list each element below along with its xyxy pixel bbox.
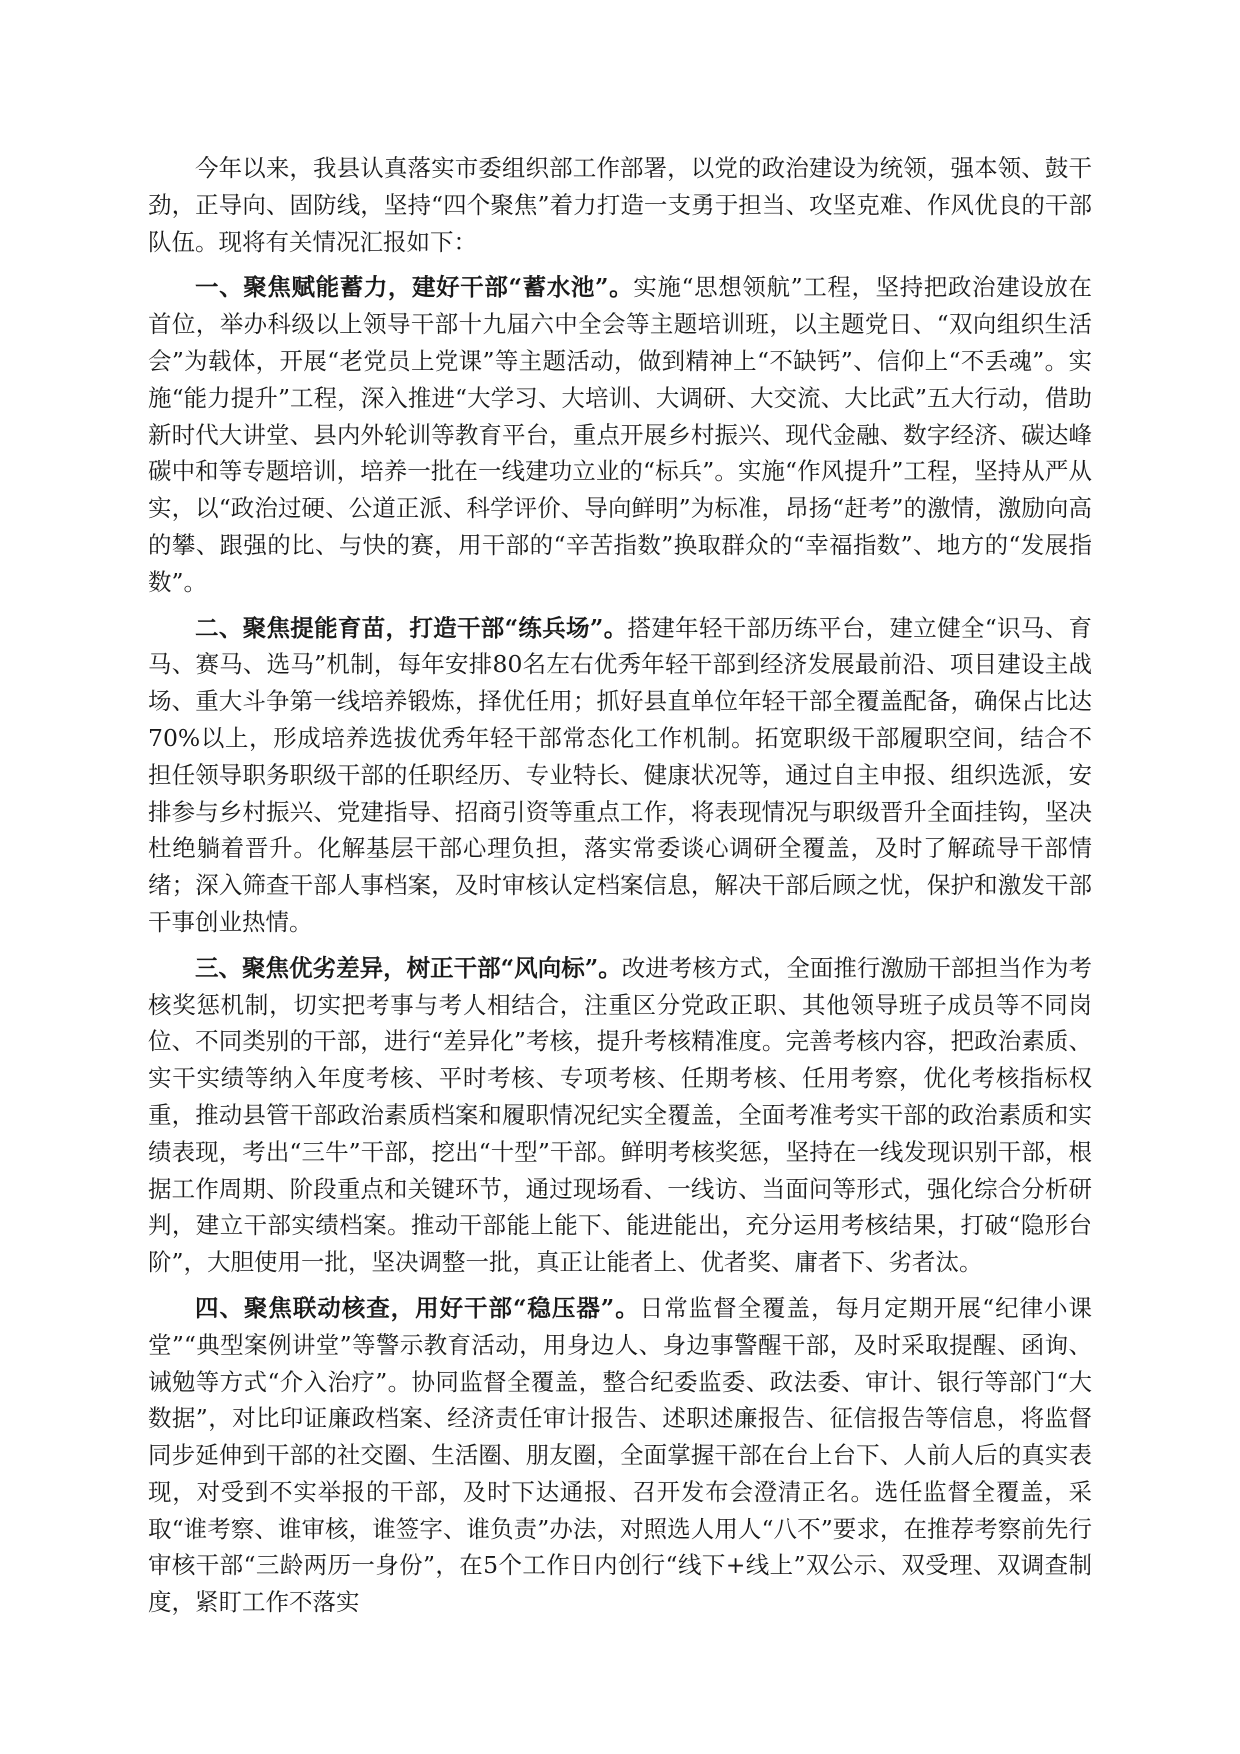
section-3: [148, 950, 1092, 1281]
section-3-heading: 三、聚焦优劣差异，树正干部“风向标”。: [195, 953, 622, 982]
document-page: [148, 150, 1092, 1630]
section-2-body: 搭建年轻干部历练平台，建立健全“识马、育马、赛马、选马”机制，每年安排80名左右优秀年轻干部到经济发展最前沿、项目建设主战场、重大斗争第一线培养锻炼，择优任用；抓好县直单位年轻干部全覆盖配备，确保占比达70%以上，形成培养选拔优秀年轻干部常态化工作机制。拓宽职级干部履职空间，结合不担任领导职务职级干部的任职经历、专业特长、健康状况等，通过自主申报、组织选派，安排参与乡村振兴、党建指导、招商引资等重点工作，将表现情况与职级晋升全面挂钩，坚决杜绝躺着晋升。化解基层干部心理负担，落实常委谈心调研全覆盖，及时了解疏导干部情绪；深入筛查干部人事档案，及时审核认定档案信息，解决干部后顾之忧，保护和激发干部干事创业热情。: [148, 613, 1092, 936]
section-4-body: 日常监督全覆盖，每月定期开展“纪律小课堂”“典型案例讲堂”等警示教育活动，用身边人、身边事警醒干部，及时采取提醒、函询、诫勉等方式“介入治疗”。协同监督全覆盖，整合纪委监委、政法委、审计、银行等部门“大数据”，对比印证廉政档案、经济责任审计报告、述职述廉报告、征信报告等信息，将监督同步延伸到干部的社交圈、生活圈、朋友圈，全面掌握干部在台上台下、人前人后的真实表现，对受到不实举报的干部，及时下达通报、召开发布会澄清正名。选任监督全覆盖，采取“谁考察、谁审核，谁签字、谁负责”办法，对照选人用人“八不”要求，在推荐考察前先行审核干部“三龄两历一身份”，在5个工作日内创行“线下+线上”双公示、双受理、双调查制度，紧盯工作不落实: [148, 1293, 1092, 1617]
section-1: [148, 269, 1092, 600]
section-2-heading: 二、聚焦提能育苗，打造干部“练兵场”。: [195, 613, 628, 642]
section-1-body: 实施“思想领航”工程，坚持把政治建设放在首位，举办科级以上领导干部十九届六中全会等主题培训班，以主题党日、“双向组织生活会”为载体，开展“老党员上党课”等主题活动，做到精神上“不缺钙”、信仰上“不丢魂”。实施“能力提升”工程，深入推进“大学习、大培训、大调研、大交流、大比武”五大行动，借助新时代大讲堂、县内外轮训等教育平台，重点开展乡村振兴、现代金融、数字经济、碳达峰碳中和等专题培训，培养一批在一线建功立业的“标兵”。实施“作风提升”工程，坚持从严从实，以“政治过硬、公道正派、科学评价、导向鲜明”为标准，昂扬“赶考”的激情，激励向高的攀、跟强的比、与快的赛，用干部的“辛苦指数”换取群众的“幸福指数”、地方的“发展指数”。: [148, 273, 1092, 596]
section-2: [148, 610, 1092, 941]
section-1-heading: 一、聚焦赋能蓄力，建好干部“蓄水池”。: [195, 273, 634, 302]
section-4: [148, 1290, 1092, 1621]
intro-paragraph: 今年以来，我县认真落实市委组织部工作部署，以党的政治建设为统领，强本领、鼓干劲，正导向、固防线，坚持“四个聚焦”着力打造一支勇于担当、攻坚克难、作风优良的干部队伍。现将有关情况汇报如下：: [148, 154, 1092, 256]
section-4-heading: 四、聚焦联动核查，用好干部“稳压器”。: [195, 1293, 640, 1322]
section-3-body: 改进考核方式，全面推行激励干部担当作为考核奖惩机制，切实把考事与考人相结合，注重区分党政正职、其他领导班子成员等不同岗位、不同类别的干部，进行“差异化”考核，提升考核精准度。完善考核内容，把政治素质、实干实绩等纳入年度考核、平时考核、专项考核、任期考核、任用考察，优化考核指标权重，推动县管干部政治素质档案和履职情况纪实全覆盖，全面考准考实干部的政治素质和实绩表现，考出“三牛”干部，挖出“十型”干部。鲜明考核奖惩，坚持在一线发现识别干部，根据工作周期、阶段重点和关键环节，通过现场看、一线访、当面问等形式，强化综合分析研判，建立干部实绩档案。推动干部能上能下、能进能出，充分运用考核结果，打破“隐形台阶”，大胆使用一批，坚决调整一批，真正让能者上、优者奖、庸者下、劣者汰。: [148, 953, 1092, 1277]
